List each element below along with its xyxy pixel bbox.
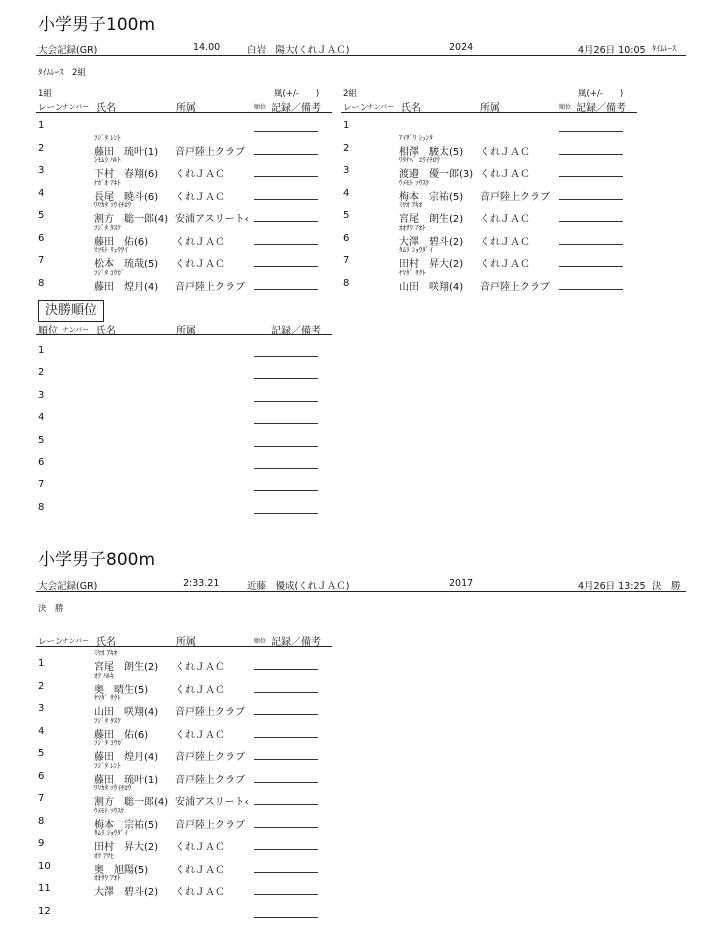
athlete-kana: ﾌｼﾞﾀ ｺｳｶﾞ [94, 268, 125, 277]
record-blank [254, 759, 318, 760]
athlete-name: 藤田 煌月(4) [94, 281, 159, 293]
lane-number: 8 [38, 277, 45, 289]
record-holder: 近藤 優成(くれＪＡＣ) [247, 581, 350, 592]
athlete-kana: ﾜﾀﾅﾍﾞ ﾕｳｲﾁﾛｳ [399, 156, 440, 164]
header-name: 氏名 [96, 103, 116, 114]
record-blank [254, 221, 318, 222]
lane-number: 2 [38, 142, 45, 154]
record-holder: 白岩 陽大(くれＪＡＣ) [247, 45, 350, 56]
athlete-name: 割方 聡一郎(4) [94, 797, 169, 808]
athlete-name: 松本 琉哉(5) [94, 259, 159, 270]
athlete-name: 宮尾 朗生(2) [399, 214, 464, 225]
record-blank [559, 199, 623, 200]
header-lane: レーン [38, 103, 64, 113]
athlete-team: 安浦アスリート‹ [175, 214, 249, 225]
athlete-name: 奥 旭陽(5) [94, 864, 149, 876]
record-blank [254, 199, 318, 200]
record-blank [254, 176, 318, 177]
athlete-name: 下村 春翔(6) [94, 169, 159, 180]
header-name: 氏名 [96, 326, 116, 337]
record-label: 大会記録(GR) [38, 581, 98, 592]
header-number: ナンバー [62, 326, 90, 334]
athlete-kana: ﾀﾑﾗ ｼｮｳﾀﾞｲ [94, 829, 128, 837]
lane-number: 9 [38, 838, 45, 849]
athlete-team: くれＪＡＣ [175, 191, 225, 203]
lane-number: 7 [343, 255, 350, 266]
divider [36, 112, 332, 113]
header-team: 所属 [176, 637, 196, 648]
event-round: 決 勝 [652, 581, 681, 592]
header-remarks: 記録／備考 [271, 326, 321, 337]
athlete-team: くれＪＡＣ [175, 684, 225, 696]
record-blank [254, 154, 318, 155]
event-datetime: 4月26日 13:25 [578, 581, 646, 592]
header-remarks: 記録／備考 [271, 637, 321, 648]
header-number: ナンバー [62, 103, 90, 111]
athlete-name: 藤田 佑(6) [94, 729, 149, 741]
lane-number: 7 [38, 793, 45, 804]
lane-number: 8 [38, 815, 45, 827]
record-blank [254, 244, 318, 245]
athlete-team: くれＪＡＣ [480, 169, 530, 180]
record-blank [254, 804, 318, 805]
athlete-kana: ﾏﾂﾓﾄ ﾘｭｳｻｲ [94, 246, 128, 254]
athlete-name: 田村 昇大(2) [399, 259, 464, 270]
athlete-kana: ﾌｼﾞﾀ ｺｳｶﾞ [94, 739, 125, 747]
header-number: ナンバー [367, 103, 395, 111]
athlete-team: 音戸陸上クラブ [175, 819, 245, 831]
rank-number: 7 [38, 479, 45, 491]
group-label-1: 1組 [38, 89, 52, 99]
divider [36, 591, 686, 592]
athlete-kana: ﾌｼﾞﾀ ﾚﾝﾄ [94, 761, 121, 770]
athlete-name: 藤田 煌月(4) [94, 752, 159, 763]
athlete-name: 梅本 宗祐(5) [399, 191, 464, 203]
header-remarks: 記録／備考 [271, 103, 321, 114]
lane-number: 8 [343, 277, 350, 289]
athlete-team: くれＪＡＣ [480, 214, 530, 225]
athlete-team: くれＪＡＣ [175, 887, 225, 898]
header-remarks: 記録／備考 [576, 103, 626, 114]
lane-number: 11 [38, 883, 51, 894]
wind-label: 風(+/- ) [274, 89, 320, 99]
athlete-kana: ｱｲｻﾞﾜ ｼｭﾝﾀ [399, 133, 433, 142]
athlete-kana: ﾌｼﾞﾀ ﾚﾝﾄ [94, 133, 121, 142]
athlete-name: 梅本 宗祐(5) [94, 819, 159, 831]
lane-number: 3 [38, 703, 45, 714]
lane-number: 3 [38, 165, 45, 176]
lane-number: 4 [38, 725, 45, 737]
wind-label: 風(+/- ) [578, 89, 624, 99]
athlete-name: 割方 聡一郎(4) [94, 214, 169, 225]
athlete-name: 山田 咲翔(4) [399, 281, 464, 293]
header-team: 所属 [480, 103, 500, 114]
lane-number: 1 [38, 658, 45, 669]
record-blank [254, 827, 318, 828]
athlete-name: 相澤 駿太(5) [399, 146, 464, 158]
athlete-name: 大澤 碧斗(2) [399, 236, 464, 248]
record-year: 2017 [449, 578, 474, 589]
rank-number: 5 [38, 434, 45, 446]
record-blank [254, 692, 318, 693]
athlete-team: 音戸陸上クラブ [175, 707, 245, 718]
lane-number: 12 [38, 905, 51, 917]
header-name: 氏名 [96, 637, 116, 648]
athlete-kana: ﾔﾏﾀﾞ ｻｸﾄ [399, 268, 426, 277]
record-blank [254, 490, 318, 491]
athlete-kana: ｳﾒﾓﾄ ｿｳｽｹ [94, 806, 125, 815]
section-title-100m: 小学男子100m [38, 15, 156, 35]
athlete-team: くれＪＡＣ [175, 236, 225, 248]
header-lane: レーン [38, 637, 64, 647]
lane-number: 10 [38, 860, 51, 872]
athlete-team: 音戸陸上クラブ [175, 774, 245, 786]
round-info: ﾀｲﾑﾚｰｽ 2組 [38, 68, 86, 78]
athlete-team: くれＪＡＣ [175, 842, 225, 853]
athlete-team: 安浦アスリート‹ [175, 797, 249, 808]
lane-number: 1 [343, 120, 350, 131]
rank-number: 4 [38, 412, 45, 424]
record-blank [254, 289, 318, 290]
record-blank [254, 669, 318, 670]
lane-number: 6 [38, 770, 45, 782]
header-order: 順位 [254, 104, 267, 111]
record-time: 14.00 [193, 42, 221, 53]
lane-number: 5 [38, 748, 45, 759]
record-blank [559, 131, 623, 132]
athlete-team: 音戸陸上クラブ [175, 752, 245, 763]
header-lane: レーン [343, 103, 369, 113]
record-blank [559, 266, 623, 267]
record-blank [254, 468, 318, 469]
athlete-kana: ﾜﾘｶﾀ ｿｳｲﾁﾛｳ [94, 201, 132, 209]
athlete-kana: ﾌｼﾞﾀ ﾀｽｸ [94, 223, 121, 232]
lane-number: 1 [38, 120, 45, 131]
record-blank [254, 782, 318, 783]
rank-number: 2 [38, 367, 45, 379]
athlete-name: 奥 晴生(5) [94, 684, 149, 696]
athlete-kana: ﾜﾘｶﾀ ｿｳｲﾁﾛｳ [94, 784, 132, 792]
athlete-kana: ｵｸ ﾊﾙｷ [94, 671, 114, 680]
athlete-name: 田村 昇大(2) [94, 842, 159, 853]
athlete-name: 藤田 琉叶(1) [94, 774, 159, 786]
athlete-name: 大澤 碧斗(2) [94, 887, 159, 898]
record-blank [254, 356, 318, 357]
header-team: 所属 [176, 103, 196, 114]
rank-number: 8 [38, 501, 45, 513]
rank-number: 1 [38, 345, 45, 356]
record-blank [254, 872, 318, 873]
athlete-name: 藤田 佑(6) [94, 236, 149, 248]
header-number: ナンバー [62, 637, 90, 645]
athlete-team: くれＪＡＣ [175, 259, 225, 270]
event-datetime: 4月26日 10:05 [578, 45, 646, 56]
athlete-kana: ﾔﾏﾀﾞ ｻｸﾄ [94, 694, 121, 702]
lane-number: 4 [38, 187, 45, 199]
header-name: 氏名 [401, 103, 421, 114]
record-blank [254, 714, 318, 715]
athlete-team: くれＪＡＣ [175, 729, 225, 741]
athlete-team: 音戸陸上クラブ [175, 146, 245, 158]
header-team: 所属 [176, 326, 196, 337]
divider [341, 112, 637, 113]
athlete-team: 音戸陸上クラブ [480, 281, 550, 293]
record-blank [254, 513, 318, 514]
final-ranking-box: 決勝順位 [38, 300, 104, 322]
athlete-kana: ﾐﾔｵ ｱｷｵ [94, 649, 118, 657]
record-blank [254, 446, 318, 447]
athlete-kana: ｵｸ ｱｻﾋ [94, 851, 114, 860]
athlete-kana: ｼﾓﾑﾗ ﾊﾙﾄ [94, 156, 121, 164]
lane-number: 4 [343, 187, 350, 199]
athlete-team: くれＪＡＣ [480, 259, 530, 270]
athlete-team: くれＪＡＣ [480, 146, 530, 158]
athlete-team: くれＪＡＣ [480, 236, 530, 248]
record-blank [559, 244, 623, 245]
lane-number: 2 [343, 142, 350, 154]
athlete-team: くれＪＡＣ [175, 864, 225, 876]
header-order: 順位 [254, 638, 267, 645]
athlete-kana: ﾌｼﾞﾀ ﾀｽｸ [94, 716, 121, 725]
record-year: 2024 [449, 42, 474, 53]
record-blank [254, 423, 318, 424]
athlete-team: くれＪＡＣ [175, 662, 225, 673]
event-round: ﾀｲﾑﾚｰｽ [652, 44, 676, 53]
athlete-name: 宮尾 朗生(2) [94, 662, 159, 673]
athlete-name: 山田 咲翔(4) [94, 707, 159, 718]
record-blank [254, 849, 318, 850]
athlete-kana: ﾐﾔｵ ｱｷｵ [399, 201, 423, 209]
round-info: 決 勝 [38, 604, 64, 614]
record-blank [559, 154, 623, 155]
lane-number: 7 [38, 255, 45, 266]
record-blank [254, 131, 318, 132]
athlete-kana: ｳﾒﾓﾄ ｿｳｽｹ [399, 178, 430, 187]
divider [36, 646, 332, 647]
record-blank [254, 401, 318, 402]
lane-number: 2 [38, 680, 45, 692]
record-blank [559, 221, 623, 222]
athlete-name: 長尾 暁斗(6) [94, 191, 159, 203]
record-blank [559, 176, 623, 177]
header-order: 順位 [559, 104, 572, 111]
rank-number: 6 [38, 457, 45, 468]
header-rank: 順位 [38, 326, 58, 337]
divider [36, 334, 332, 335]
athlete-team: 音戸陸上クラブ [480, 191, 550, 203]
record-label: 大会記録(GR) [38, 45, 98, 56]
lane-number: 6 [343, 232, 350, 244]
divider [36, 55, 686, 56]
record-blank [254, 917, 318, 918]
athlete-kana: ﾀﾑﾗ ｼｮｳﾀﾞｲ [399, 246, 433, 254]
section-title-800m: 小学男子800m [38, 550, 156, 570]
rank-number: 3 [38, 389, 45, 401]
record-time: 2:33.21 [183, 578, 220, 589]
record-blank [559, 289, 623, 290]
athlete-name: 渡邉 優一郎(3) [399, 169, 474, 180]
record-blank [254, 266, 318, 267]
athlete-kana: ｵｵｻﾜ ｱｵﾄ [94, 874, 121, 882]
lane-number: 6 [38, 232, 45, 244]
lane-number: 5 [38, 210, 45, 221]
record-blank [254, 378, 318, 379]
athlete-name: 藤田 琉叶(1) [94, 146, 159, 158]
athlete-kana: ｵｵｻﾜ ｱｵﾄ [399, 223, 426, 232]
lane-number: 5 [343, 210, 350, 221]
athlete-kana: ﾅｶﾞｵ ｱｷﾄ [94, 178, 121, 187]
athlete-team: くれＪＡＣ [175, 169, 225, 180]
record-blank [254, 737, 318, 738]
lane-number: 3 [343, 165, 350, 176]
record-blank [254, 894, 318, 895]
athlete-team: 音戸陸上クラブ [175, 281, 245, 293]
group-label-2: 2組 [343, 89, 357, 99]
